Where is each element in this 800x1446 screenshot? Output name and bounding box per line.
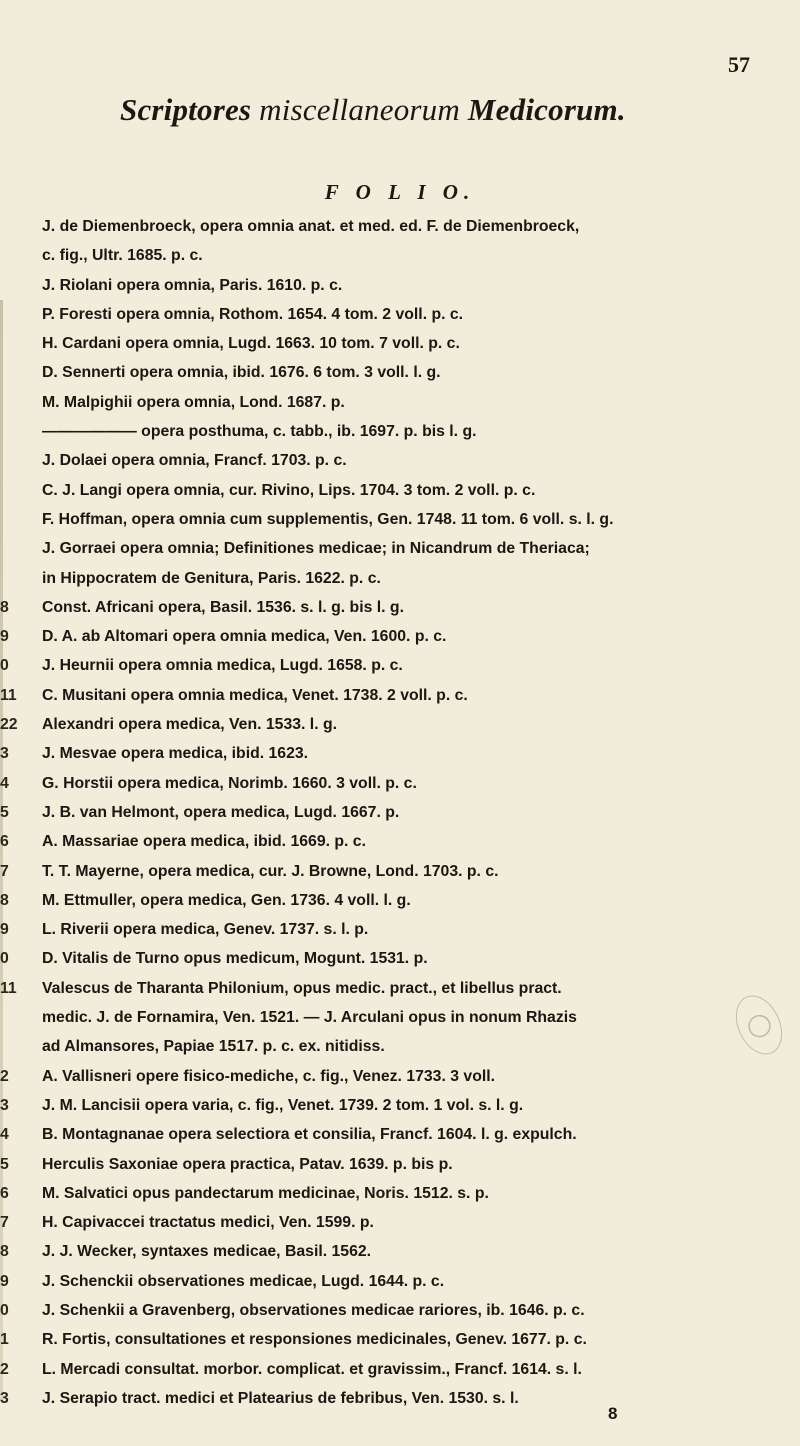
entry-line: J. Gorraei opera omnia; Definitiones medicae; in Nicandrum de Theriaca; — [42, 540, 590, 558]
entry-line: medic. J. de Fornamira, Ven. 1521. — J. Arculani opus in nonum Rhazis — [42, 1009, 577, 1027]
catalogue-entry — [0, 944, 782, 973]
entry-number: 9 — [0, 1272, 9, 1290]
entry-line: P. Foresti opera omnia, Rothom. 1654. 4 tom. 2 voll. p. c. — [42, 305, 464, 323]
catalogue-entry — [0, 739, 782, 768]
entry-number: 11 — [0, 686, 17, 704]
entry-line: D. Vitalis de Turno opus medicum, Mogunt. 1531. p. — [42, 950, 428, 968]
catalogue-entry — [0, 1384, 782, 1413]
entry-line: Const. Africani opera, Basil. 1536. s. l. g. bis l. g. — [42, 598, 404, 616]
entry-line: L. Riverii opera medica, Genev. 1737. s. l. p. — [42, 921, 369, 939]
entry-line: A. Vallisneri opere fisico-mediche, c. fig., Venez. 1733. 3 voll. — [42, 1067, 496, 1085]
entry-line: J. Schenckii observationes medicae, Lugd. 1644. p. c. — [42, 1272, 445, 1290]
catalogue-entry — [0, 212, 782, 271]
entry-line: A. Massariae opera medica, ibid. 1669. p. c. — [42, 833, 366, 851]
entry-number: 3 — [0, 1389, 9, 1407]
entry-line: C. Musitani opera omnia medica, Venet. 1738. 2 voll. p. c. — [42, 686, 468, 704]
entry-number: 1 — [0, 1331, 9, 1349]
entry-number: 11 — [0, 979, 17, 997]
entry-line: J. J. Wecker, syntaxes medicae, Basil. 1562. — [42, 1243, 372, 1261]
entry-line: J. B. van Helmont, opera medica, Lugd. 1667. p. — [42, 803, 400, 821]
catalogue-entry — [0, 271, 782, 300]
entry-number: 8 — [0, 1243, 9, 1261]
library-stamp: ◯ — [727, 988, 791, 1062]
entry-line: J. Serapio tract. medici et Platearius de febribus, Ven. 1530. s. l. — [42, 1389, 519, 1407]
entry-number: 3 — [0, 1096, 9, 1114]
catalogue-entry — [0, 476, 782, 505]
entry-number: 4 — [0, 1126, 9, 1144]
entry-line: M. Ettmuller, opera medica, Gen. 1736. 4 voll. l. g. — [42, 891, 411, 909]
entry-number: 8 — [0, 598, 9, 616]
entry-line: B. Montagnanae opera selectiora et consilia, Francf. 1604. l. g. expulch. — [42, 1126, 577, 1144]
entry-line: J. Riolani opera omnia, Paris. 1610. p. c. — [42, 276, 343, 294]
entry-line: J. Dolaei opera omnia, Francf. 1703. p. c. — [42, 452, 347, 470]
catalogue-entry — [0, 1062, 782, 1091]
catalogue-entry — [0, 388, 782, 417]
catalogue-entry — [0, 593, 782, 622]
entry-number: 6 — [0, 833, 9, 851]
catalogue-entry — [0, 1237, 782, 1266]
catalogue-entry — [0, 1091, 782, 1120]
catalogue-entry — [0, 857, 782, 886]
catalogue-entry — [0, 681, 782, 710]
catalogue-entry — [0, 300, 782, 329]
catalogue-entry — [0, 1120, 782, 1149]
catalogue-entry — [0, 915, 782, 944]
catalogue-entry — [0, 417, 782, 446]
catalogue-entry — [0, 446, 782, 475]
entry-line: T. T. Mayerne, opera medica, cur. J. Browne, Lond. 1703. p. c. — [42, 862, 499, 880]
entry-line: —————— opera posthuma, c. tabb., ib. 1697. p. bis l. g. — [42, 423, 477, 441]
catalogue-entry — [0, 798, 782, 827]
entry-line: R. Fortis, consultationes et responsiones medicinales, Genev. 1677. p. c. — [42, 1331, 587, 1349]
entry-number: 8 — [0, 891, 9, 909]
catchword: 8 — [608, 1404, 618, 1423]
title-part-1: Scriptores — [120, 92, 260, 127]
entry-number: 9 — [0, 921, 9, 939]
catalogue-entry — [0, 651, 782, 680]
entry-line: J. Mesvae opera medica, ibid. 1623. — [42, 745, 309, 763]
entry-line: M. Malpighii opera omnia, Lond. 1687. p. — [42, 393, 345, 411]
entry-line: D. A. ab Altomari opera omnia medica, Ven. 1600. p. c. — [42, 628, 447, 646]
entry-line: C. J. Langi opera omnia, cur. Rivino, Lips. 1704. 3 tom. 2 voll. p. c. — [42, 481, 536, 499]
entry-number: 7 — [0, 862, 9, 880]
catalogue-entry — [0, 1325, 782, 1354]
catalogue-entry — [0, 329, 782, 358]
entry-line: F. Hoffman, opera omnia cum supplementis, Gen. 1748. 11 tom. 6 voll. s. l. g. — [42, 510, 614, 528]
catalogue-entry — [0, 622, 782, 651]
entry-line: in Hippocratem de Genitura, Paris. 1622. p. c. — [42, 569, 381, 587]
entry-line: H. Cardani opera omnia, Lugd. 1663. 10 tom. 7 voll. p. c. — [42, 335, 460, 353]
catalogue-entry — [0, 769, 782, 798]
catalogue-entry — [0, 1355, 782, 1384]
catalogue-entry — [0, 827, 782, 856]
page-title — [120, 92, 626, 128]
entry-number: 0 — [0, 657, 9, 675]
entry-number: 9 — [0, 628, 9, 646]
entry-line: J. Heurnii opera omnia medica, Lugd. 1658. p. c. — [42, 657, 403, 675]
entry-number: 4 — [0, 774, 9, 792]
entry-number: 3 — [0, 745, 9, 763]
entry-line: Alexandri opera medica, Ven. 1533. l. g. — [42, 716, 338, 734]
entry-line: Valescus de Tharanta Philonium, opus medic. pract., et libellus pract. — [42, 979, 562, 997]
entry-line: L. Mercadi consultat. morbor. complicat. et gravissim., Francf. 1614. s. l. — [42, 1360, 582, 1378]
catalogue-entry — [0, 1267, 782, 1296]
catalogue-entry — [0, 534, 782, 593]
catalogue-entry — [0, 358, 782, 387]
entry-number: 22 — [0, 716, 18, 734]
entry-number: 6 — [0, 1184, 9, 1202]
entry-number: 2 — [0, 1067, 9, 1085]
entry-line: J. Schenkii a Gravenberg, observationes medicae rariores, ib. 1646. p. c. — [42, 1301, 585, 1319]
catalogue-entry — [0, 1179, 782, 1208]
catalogue-entry — [0, 1150, 782, 1179]
entry-number: 2 — [0, 1360, 9, 1378]
entry-number: 5 — [0, 1155, 9, 1173]
entry-number: 5 — [0, 803, 9, 821]
catalogue-entry — [0, 1208, 782, 1237]
entry-number: 0 — [0, 950, 9, 968]
catalogue-entry — [0, 886, 782, 915]
entry-line: D. Sennerti opera omnia, ibid. 1676. 6 tom. 3 voll. l. g. — [42, 364, 441, 382]
catalogue-entry — [0, 505, 782, 534]
page-number: 57 — [728, 52, 750, 77]
catalogue-entry — [0, 710, 782, 739]
entry-line: J. M. Lancisii opera varia, c. fig., Venet. 1739. 2 tom. 1 vol. s. l. g. — [42, 1096, 524, 1114]
entry-number: 0 — [0, 1301, 9, 1319]
title-part-2: miscellaneorum — [259, 92, 460, 127]
entry-line: J. de Diemenbroeck, opera omnia anat. et med. ed. F. de Diemenbroeck, — [42, 218, 580, 235]
entry-line: H. Capivaccei tractatus medici, Ven. 1599. p. — [42, 1214, 374, 1232]
section-heading: F O L I O. — [324, 180, 476, 204]
catalogue-entries — [0, 212, 800, 1413]
entry-line: c. fig., Ultr. 1685. p. c. — [42, 247, 203, 265]
entry-line: G. Horstii opera medica, Norimb. 1660. 3 voll. p. c. — [42, 774, 417, 792]
title-part-3: Medicorum. — [459, 92, 626, 127]
entry-line: Herculis Saxoniae opera practica, Patav. 1639. p. bis p. — [42, 1155, 453, 1173]
entry-line: ad Almansores, Papiae 1517. p. c. ex. nitidiss. — [42, 1038, 385, 1056]
entry-line: M. Salvatici opus pandectarum medicinae, Noris. 1512. s. p. — [42, 1184, 489, 1202]
catalogue-entry — [0, 1296, 782, 1325]
catalogue-entry — [0, 974, 782, 1062]
entry-number: 7 — [0, 1214, 9, 1232]
